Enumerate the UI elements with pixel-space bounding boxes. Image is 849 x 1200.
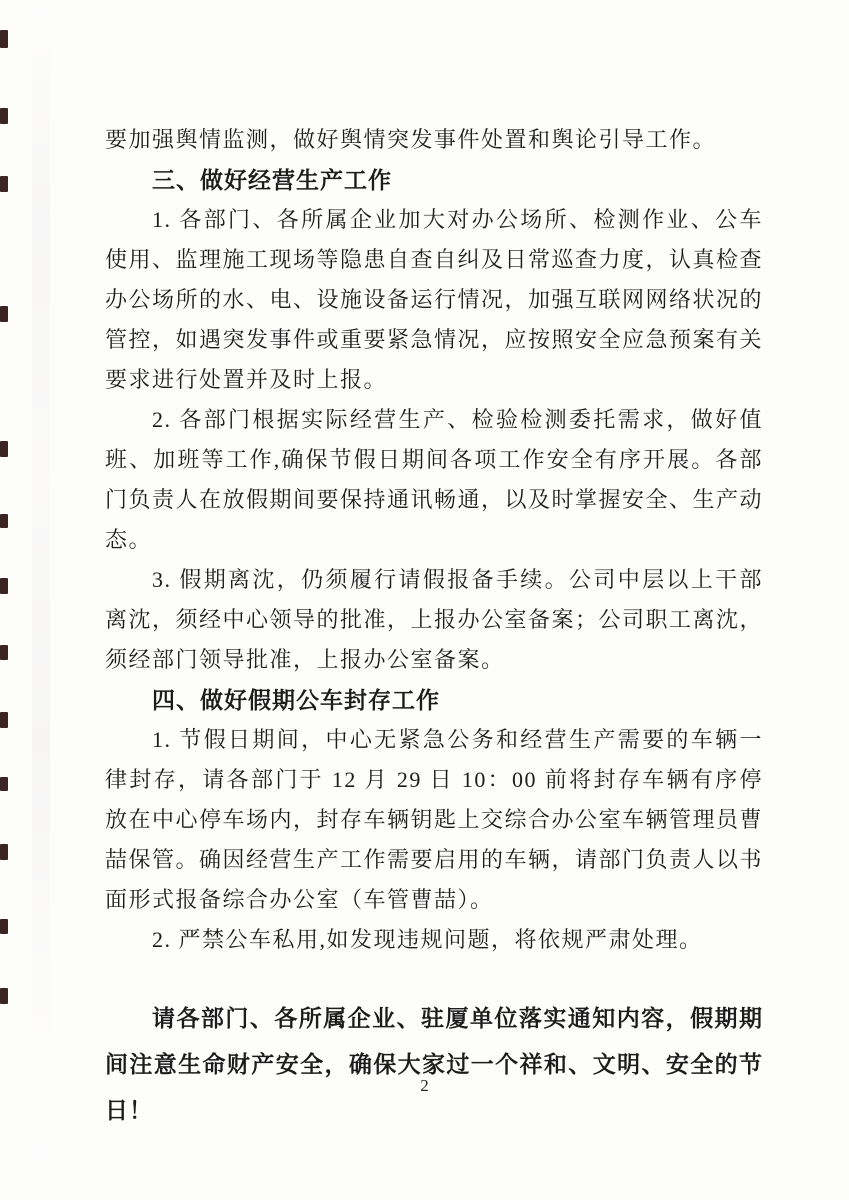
notice-body [105, 120, 763, 1134]
scan-edge-mark [0, 988, 8, 1004]
paragraph-body: 要加强舆情监测，做好舆情突发事件处置和舆论引导工作。 [105, 127, 717, 152]
scan-edge-mark [0, 514, 8, 528]
paragraph-container [105, 120, 763, 1134]
paragraph-heading: 四、做好假期公车封存工作 [152, 687, 440, 713]
scan-edge-mark [0, 645, 8, 660]
scan-edge-mark [0, 844, 8, 860]
paragraph-body: 1. 节假日期间，中心无紧急公务和经营生产需要的车辆一律封存，请各部门于 12 月 29 日 10：00 前将封存车辆有序停放在中心停车场内，封存车辆钥匙上交综合办公室车辆管理员曹喆保管。确因经营生产工作需要启用的车辆，请部门负责人以书面形式报备综合办公室（车管曹喆）。 [105, 727, 764, 912]
paragraph-heading: 三、做好经营生产工作 [152, 167, 392, 193]
scan-edge-mark [0, 108, 8, 124]
scan-edge-mark [0, 306, 8, 322]
paragraph-body: 1. 各部门、各所属企业加大对办公场所、检测作业、公车使用、监理施工现场等隐患自查自纠及日常巡查力度，认真检查办公场所的水、电、设施设备运行情况，加强互联网网络状况的管控，如遇突发事件或重要紧急情况，应按照安全应急预案有关要求进行处置并及时上报。 [105, 207, 764, 392]
paragraph-body: 2. 各部门根据实际经营生产、检验检测委托需求，做好值班、加班等工作,确保节假日期间各项工作安全有序开展。各部门负责人在放假期间要保持通讯畅通，以及时掌握安全、生产动态。 [105, 407, 764, 552]
scan-edge-mark [0, 176, 8, 192]
paragraph-body: 2. 严禁公车私用,如发现违规问题，将依规严肃处理。 [152, 927, 703, 952]
scan-edge-mark [0, 777, 8, 791]
paragraph-body: 3. 假期离沈，仍须履行请假报备手续。公司中层以上干部离沈，须经中心领导的批准，上报办公室备案；公司职工离沈，须经部门领导批准，上报办公室备案。 [105, 567, 764, 672]
scan-edge-mark [0, 919, 8, 934]
page-number: 2 [420, 1076, 429, 1095]
page-footer [0, 1076, 849, 1096]
paragraph-emphasis: 请各部门、各所属企业、驻厦单位落实通知内容，假期期间注意生命财产安全，确保大家过一个祥和、文明、安全的节日！ [105, 1006, 763, 1123]
scan-edge-mark [0, 441, 8, 457]
scan-edge-mark [0, 712, 8, 728]
scan-edge-mark [0, 578, 8, 594]
scan-edge-mark [0, 30, 8, 48]
